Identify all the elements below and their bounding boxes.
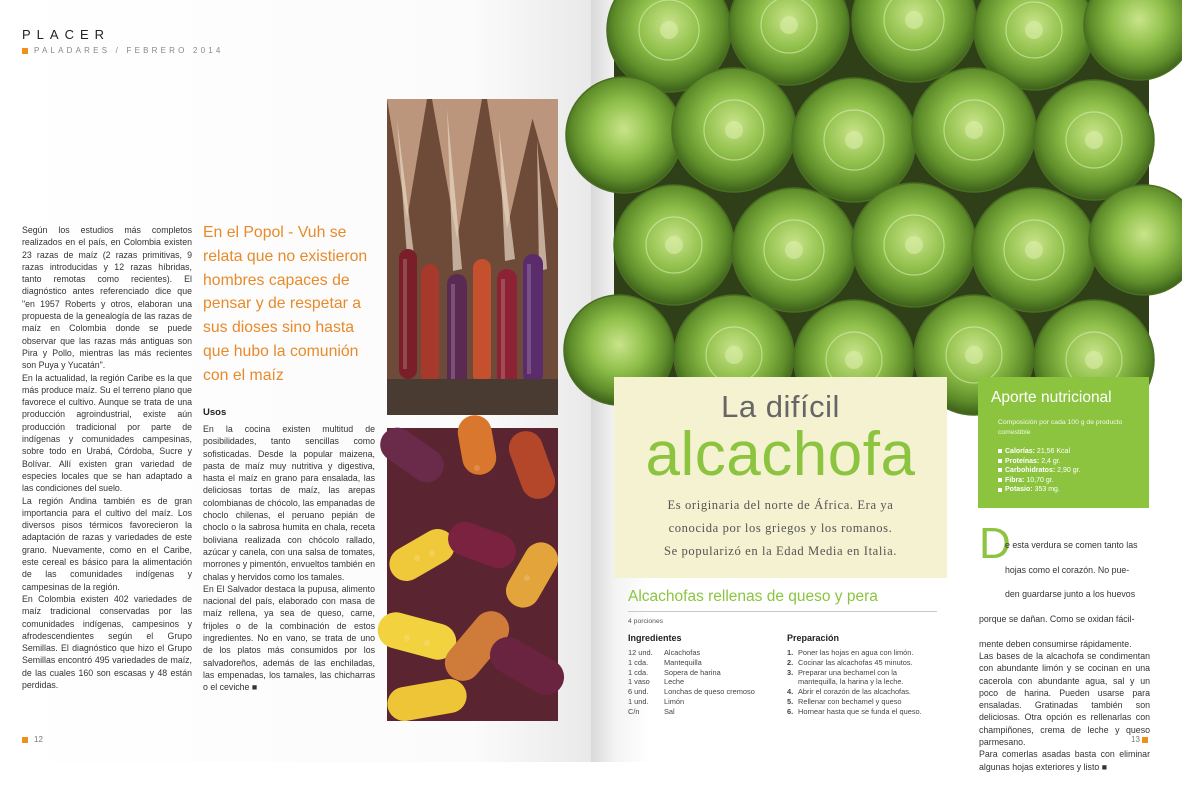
- page-number-right: [1131, 735, 1154, 744]
- column3-line: e esta verdura se comen tanto las: [1005, 540, 1138, 551]
- nutrition-list: [998, 447, 1080, 495]
- step-number: 1.: [787, 648, 794, 657]
- nutrition-subtitle: Composición por cada 100 g de producto comestible: [998, 419, 1123, 436]
- recipe-divider: [628, 611, 937, 612]
- ingredient-name: Lonchas de queso cremoso: [664, 687, 755, 697]
- preparation-heading: Preparación: [787, 633, 840, 643]
- nutrition-item: [998, 485, 1080, 495]
- bullet-square-icon: [998, 478, 1002, 482]
- nutrition-box: [978, 377, 1149, 508]
- pull-quote: En el Popol - Vuh se relata que no existieron hombres capaces de pensar y de respetar a sus dioses sino hasta que hubo la comunión con el maíz: [203, 224, 368, 384]
- page-number-right-value: 13: [1131, 735, 1140, 744]
- artichokes-photo: [614, 0, 1149, 377]
- page-number-left: [22, 735, 43, 744]
- nutrition-value: 21,56 Kcal: [1036, 448, 1071, 455]
- ingredient-name: Leche: [664, 677, 685, 687]
- column3-body: mente deben consumirse rápidamente. Las bases de la alcachofa se condimentan con abundante limón y se cocinan en una cacerola con abundante agua, sal y un poco de harina. Pueden usarse para ensaladas. Gratinadas también son deliciosas. Otra opción es rellenarlas con champiñones, crema de leche y queso parmesano. Para comerlas asadas basta con eliminar algunas hojas exteriores y listo ■: [979, 638, 1150, 772]
- preparation-step: [787, 687, 937, 697]
- nutrition-label: Fibra:: [1005, 476, 1025, 484]
- preparation-step: [787, 697, 937, 707]
- step-text: Cocinar las alcachofas 45 minutos.: [798, 657, 913, 667]
- issue-label: PALADARES / FEBRERO 2014: [34, 46, 224, 55]
- preparation-step: [787, 658, 937, 668]
- ingredient-qty: 1 cda.: [628, 667, 649, 677]
- ingredient-item: [628, 687, 755, 697]
- ingredient-item: [628, 658, 755, 668]
- step-text: Preparar una bechamel con la mantequilla, la harina y la leche.: [798, 667, 904, 687]
- title-small: La difícil: [721, 389, 840, 424]
- recipe-portions: 4 porciones: [628, 618, 664, 625]
- ingredient-item: [628, 677, 755, 687]
- preparation-list: [787, 648, 937, 717]
- ingredient-item: [628, 648, 755, 658]
- step-text: Poner las hojas en agua con limón.: [798, 648, 914, 657]
- bullet-square-icon: [998, 449, 1002, 453]
- preparation-step: [787, 648, 937, 658]
- nutrition-item: [998, 476, 1080, 486]
- ingredient-qty: 1 cda.: [628, 657, 649, 667]
- column3-line: porque se dañan. Como se oxidan fácil-: [979, 614, 1135, 625]
- corn-pile-photo: [387, 428, 558, 721]
- ingredient-name: Limón: [664, 696, 685, 706]
- orange-square-icon: [22, 48, 28, 54]
- nutrition-label: Potasio:: [1005, 486, 1033, 494]
- title-big: alcachofa: [645, 420, 916, 489]
- nutrition-value: 2,90 gr.: [1057, 467, 1081, 475]
- article-column-3: [979, 527, 1150, 785]
- title-intro: Es originaria del norte de África. Era ya conocida por los griegos y los romanos. Se popularizó en la Edad Media en Italia.: [663, 498, 898, 558]
- nutrition-label: Proteínas:: [1005, 457, 1040, 465]
- article-column-1: Según los estudios más completos realizados en el país, en Colombia existen 23 razas de maíz (2 razas primitivas, 9 razas introducidas y 12 razas híbridas, tanto remotas como recientes). El diagnóstico antes referenciado dice que "en 1957 Roberts y otros, elaboran una propuesta de la genealogía de las razas de maíz en Colombia donde se puede observar que las razas más antiguas son Pira y Pollo, mientras las más recientes son Puya y Yucatán". En la actualidad, la región Caribe es la que más produce maíz. Su el terreno plano que favorece el cultivo. Aunque se trata de una producción agroindustrial, existe aún producción tradicional por parte de indígenas y comunidades campesinas, sobre todo en Urabá, Córdoba, Sucre y Bolívar. Allí existen gran variedad de especies locales que se han adaptado a las condiciones del suelo. La región Andina también es de gran importancia para el cultivo del maíz. Los diversos pisos térmicos favorecieron la adaptación de razas y variedades de este grano. Nuevamente, como en el Caribe, este cereal es básico para la alimentación de las comunidades indígenas y campesinas de la región. En Colombia existen 402 variedades de maíz tradicional conservadas por las comunidades indígenas, campesinos y afrodescendientes según el Grupo Semillas. El diagnóstico que hizo el Grupo Semillas encontró 495 variedades de maíz, de las cuales 160 son escasas y 48 están perdidas.: [22, 225, 192, 690]
- preparation-step: [787, 707, 937, 717]
- nutrition-label: Carbohidratos:: [1005, 467, 1056, 475]
- usos-heading: Usos: [203, 407, 227, 418]
- step-text: Abrir el corazón de las alcachofas.: [798, 687, 911, 697]
- preparation-step: [787, 668, 937, 688]
- ingredient-name: Alcachofas: [664, 648, 701, 657]
- ingredients-list: [628, 648, 755, 717]
- orange-square-icon: [22, 737, 28, 743]
- article-column-2: En la cocina existen multitud de posibilidades, tanto sencillas como sofisticadas. Desde la popular maizena, pasta de maíz muy nutritiva y digestiva, hasta el maíz en grano para ensalada, las deliciosas tortas de maíz, las arepas colombianas de chócolo, las empanadas de choclo chilenas, el peruano pepián de choclo o la sabrosa humita en chala, receta boliviana realizada con chócolo rallado, azúcar y canela, con una salsa de tomates, morrones y pimentón, envueltos también en chalas y hervidos como los tamales. En El Salvador destaca la pupusa, alimento nacional del país, elaborado con masa de maíz rellena, ya sea de queso, carne, frijoles o de la combinación de estos ingredientes. No en vano, se trata de uno de los platos más consumidos por los salvadoreños, además de las enchiladas, las empenadas, los tamales, las chicharras o el ceviche ■: [203, 424, 375, 693]
- page-number-left-value: 12: [34, 735, 43, 744]
- nutrition-value: 353 mg.: [1034, 486, 1060, 494]
- ingredient-qty: 1 vaso: [628, 677, 650, 687]
- nutrition-item: [998, 447, 1080, 457]
- step-text: Rellenar con bechamel y queso: [798, 696, 902, 706]
- ingredient-name: Sopera de harina: [664, 667, 721, 677]
- nutrition-title: Aporte nutricional: [991, 389, 1112, 406]
- title-box: [614, 377, 947, 578]
- bullet-square-icon: [998, 468, 1002, 472]
- ingredient-item: [628, 707, 755, 717]
- nutrition-item: [998, 457, 1080, 467]
- ingredient-name: Sal: [664, 706, 675, 716]
- drop-cap: D: [979, 519, 1011, 568]
- bullet-square-icon: [998, 488, 1002, 492]
- column3-line: den guardarse junto a los huevos: [1005, 589, 1136, 600]
- ingredients-heading: Ingredientes: [628, 633, 682, 643]
- magazine-brand: PLACER: [22, 27, 111, 42]
- nutrition-item: [998, 466, 1080, 476]
- issue-line: [22, 46, 224, 55]
- ingredient-qty: 12 und.: [628, 648, 653, 657]
- ingredient-name: Mantequilla: [664, 657, 702, 667]
- step-number: 6.: [787, 706, 794, 716]
- orange-square-icon: [1142, 737, 1148, 743]
- recipe-title: Alcachofas rellenas de queso y pera: [628, 588, 878, 605]
- nutrition-value: 2,4 gr.: [1041, 457, 1061, 465]
- bullet-square-icon: [998, 459, 1002, 463]
- step-number: 3.: [787, 667, 794, 677]
- ingredient-item: [628, 697, 755, 707]
- nutrition-label: Calorías:: [1005, 448, 1035, 455]
- step-number: 4.: [787, 687, 794, 697]
- ingredient-qty: C/n: [628, 706, 640, 716]
- column3-line: hojas como el corazón. No pue-: [1005, 564, 1130, 575]
- step-number: 5.: [787, 696, 794, 706]
- step-text: Hornear hasta que se funda el queso.: [798, 706, 922, 716]
- ingredient-qty: 1 und.: [628, 696, 649, 706]
- step-number: 2.: [787, 657, 794, 667]
- nutrition-value: 10,70 gr.: [1026, 476, 1054, 484]
- hanging-corn-photo: [387, 99, 558, 415]
- ingredient-item: [628, 668, 755, 678]
- ingredient-qty: 6 und.: [628, 687, 649, 697]
